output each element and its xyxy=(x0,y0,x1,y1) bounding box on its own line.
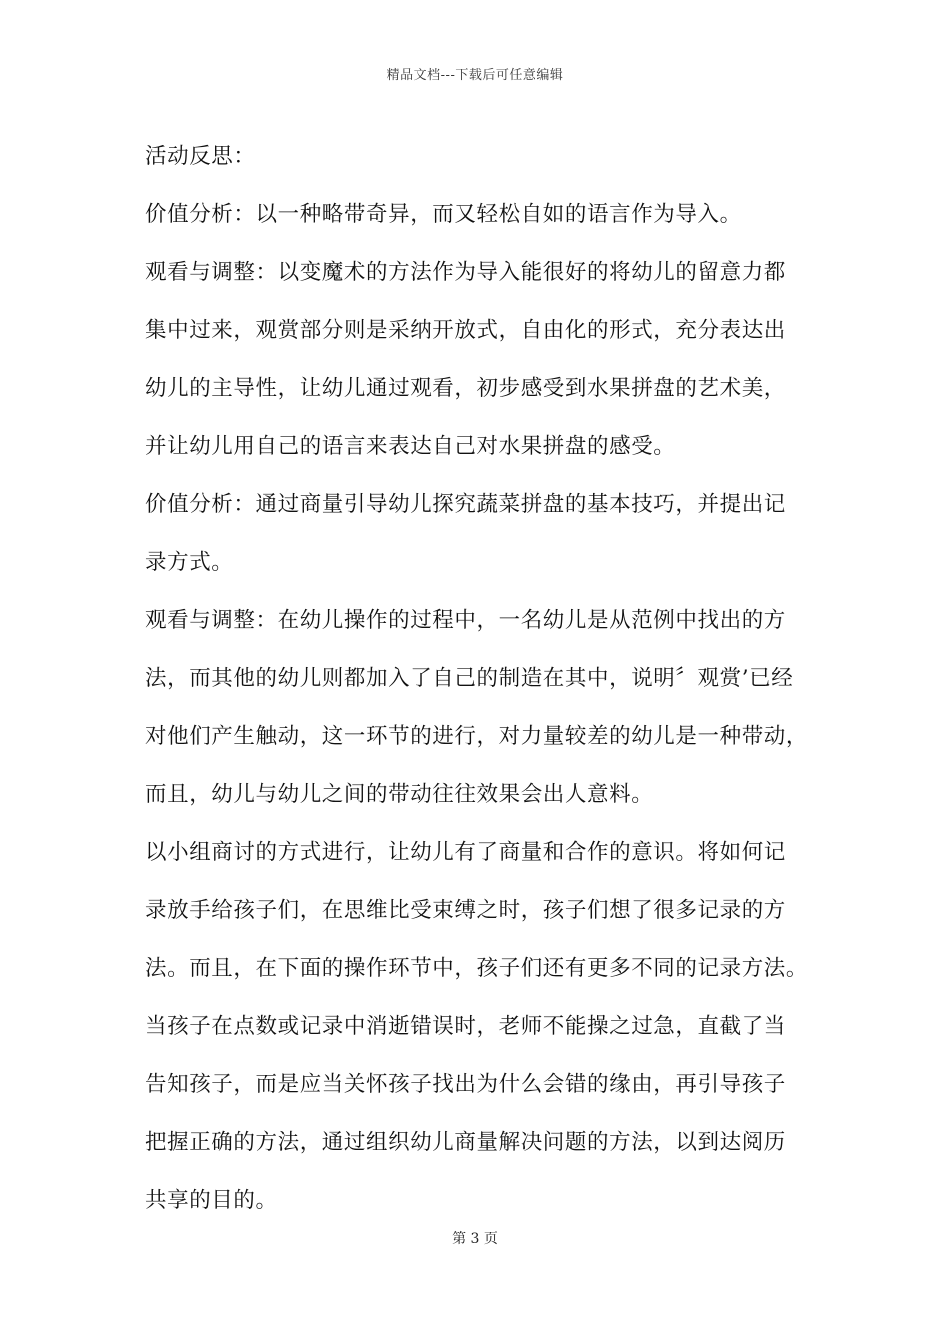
text-line: 并让幼儿用自己的语言来表达自己对水果拼盘的感受。 xyxy=(145,434,676,459)
text-line: 观看与调整：在幼儿操作的过程中，一名幼儿是从范例中找出的方 xyxy=(145,608,786,633)
text-line: 幼儿的主导性，让幼儿通过观看，初步感受到水果拼盘的艺术美， xyxy=(145,376,786,401)
text-line: 录放手给孩子们，在思维比受束缚之时，孩子们想了很多记录的方 xyxy=(145,898,786,923)
text-line: 价值分析：通过商量引导幼儿探究蔬菜拼盘的基本技巧，并提出记 xyxy=(145,492,786,517)
text-line: 当孩子在点数或记录中消逝错误时，老师不能操之过急，直截了当 xyxy=(145,1014,786,1039)
text-line: 对他们产生触动，这一环节的进行，对力量较差的幼儿是一种带动， xyxy=(145,724,809,749)
text-line: 共享的目的。 xyxy=(145,1188,278,1213)
text-line: 告知孩子，而是应当关怀孩子找出为什么会错的缘由，再引导孩子 xyxy=(145,1072,786,1097)
text-line: 法，而其他的幼儿则都加入了自己的制造在其中，说明〞观赏’已经 xyxy=(145,666,794,691)
text-line: 而且，幼儿与幼儿之间的带动往往效果会出人意料。 xyxy=(145,782,654,807)
text-line: 录方式。 xyxy=(145,550,234,575)
text-line: 观看与调整：以变魔术的方法作为导入能很好的将幼儿的留意力都 xyxy=(145,260,786,285)
text-line: 把握正确的方法，通过组织幼儿商量解决问题的方法，以到达阅历 xyxy=(145,1130,786,1155)
text-line: 价值分析：以一种略带奇异，而又轻松自如的语言作为导入。 xyxy=(145,202,742,227)
text-line: 活动反思： xyxy=(145,144,256,169)
page-header: 精品文档---下载后可任意编辑 xyxy=(386,68,564,83)
text-line: 以小组商讨的方式进行，让幼儿有了商量和合作的意识。将如何记 xyxy=(145,840,786,865)
document-body xyxy=(145,128,825,1230)
page-number: 第 3 页 xyxy=(452,1231,498,1247)
text-line: 法。而且，在下面的操作环节中，孩子们还有更多不同的记录方法。 xyxy=(145,956,809,981)
text-line: 集中过来，观赏部分则是采纳开放式，自由化的形式，充分表达出 xyxy=(145,318,786,343)
